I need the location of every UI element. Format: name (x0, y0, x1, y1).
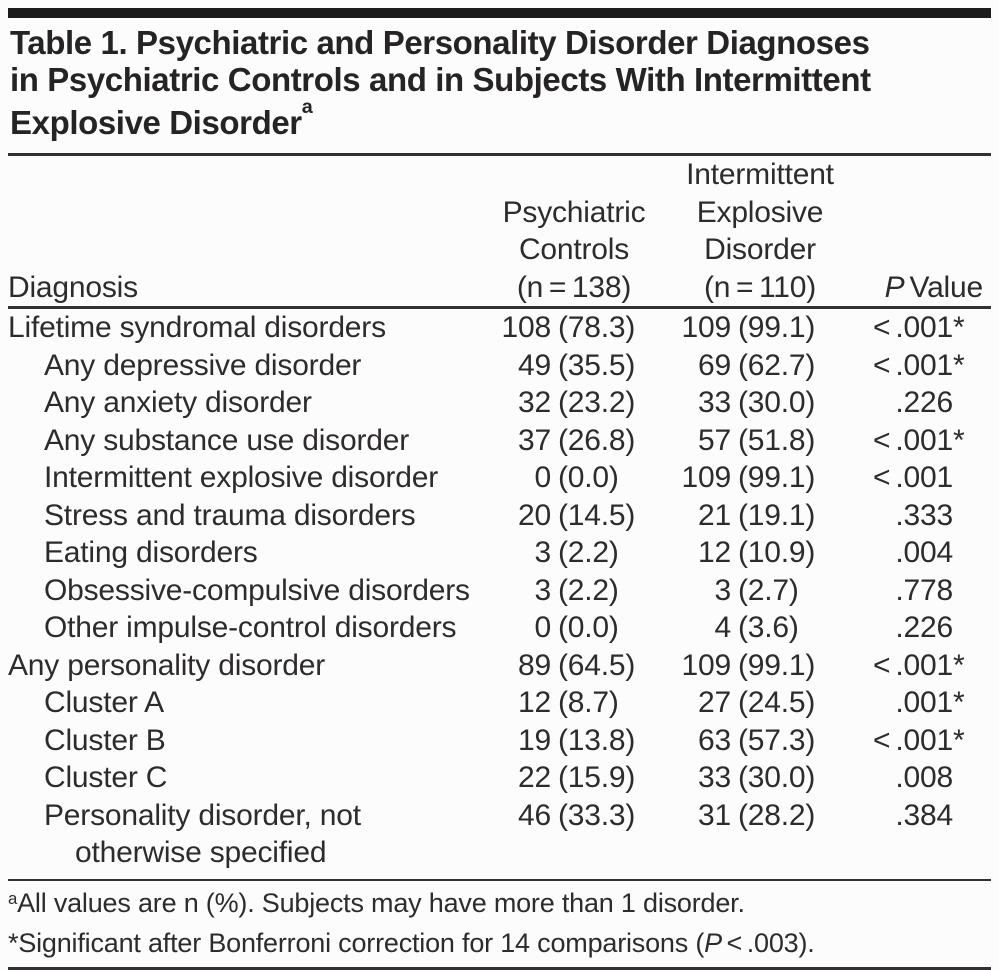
header-line: Intermittent (686, 158, 834, 191)
pvalue-cell (830, 497, 991, 535)
p-value: < .001 (872, 311, 953, 344)
pvalue-rest: Value (909, 270, 983, 304)
table-row (8, 572, 991, 610)
significance-star: * (953, 311, 965, 344)
table-row (8, 347, 991, 385)
row-label-text: Cluster C (44, 761, 168, 794)
row-label-text: Eating disorders (44, 536, 258, 569)
count-value: 49 (518, 348, 551, 382)
pvalue-p-italic: P (884, 270, 905, 304)
row-label (8, 497, 490, 535)
table-body (8, 309, 991, 872)
footnote-star-marker: * (8, 928, 19, 958)
p-value: < .001 (872, 423, 953, 457)
p-value: < .001 (872, 348, 953, 382)
controls-cell (490, 647, 648, 685)
table-footnotes (8, 885, 991, 961)
table-title-text: Table 1. Psychiatric and Personality Disorder Diagnoses in Psychiatric Controls and in Subjects With Intermittent Explosive Disorder (10, 24, 871, 141)
percent-value: (10.9) (738, 536, 816, 569)
count-value: 108 (501, 311, 551, 344)
percent-value: (33.3) (558, 798, 636, 832)
count-value: 31 (698, 798, 731, 832)
significance-star: * (953, 648, 965, 682)
percent-value: (2.7) (738, 573, 799, 607)
table-row (8, 609, 991, 647)
controls-cell (490, 609, 648, 647)
significance-star: * (953, 723, 965, 757)
count-value: 27 (698, 686, 731, 719)
table-row (8, 684, 991, 722)
controls-cell (490, 797, 648, 872)
footnote-rule (8, 879, 991, 882)
p-value: .004 (895, 536, 953, 569)
count-value: 0 (534, 611, 551, 644)
pvalue-cell (830, 609, 991, 647)
percent-value: (30.0) (738, 386, 816, 419)
controls-cell (490, 497, 648, 535)
count-value: 21 (698, 498, 731, 532)
percent-value: (2.2) (558, 536, 619, 569)
table-row (8, 534, 991, 572)
p-value: .008 (895, 761, 953, 794)
table-row (8, 422, 991, 460)
row-label (8, 459, 490, 497)
row-label (8, 422, 490, 460)
percent-value: (23.2) (558, 386, 636, 419)
percent-value: (14.5) (558, 498, 636, 532)
ied-cell (648, 384, 830, 422)
pvalue-cell (830, 797, 991, 872)
percent-value: (57.3) (738, 723, 816, 757)
col-header-psychiatric-controls (495, 194, 653, 307)
percent-value: (15.9) (558, 761, 636, 794)
footnote-p-italic: P (704, 928, 722, 958)
p-value: .384 (895, 798, 953, 832)
p-value: .226 (895, 386, 953, 419)
row-label-text: Intermittent explosive disorder (44, 461, 438, 494)
row-label-text: Any anxiety disorder (44, 386, 312, 419)
row-label-text: Cluster A (44, 686, 164, 719)
row-label (8, 384, 490, 422)
count-value: 0 (534, 461, 551, 494)
ied-cell (648, 609, 830, 647)
count-value: 19 (518, 723, 551, 757)
percent-value: (99.1) (738, 311, 816, 344)
significance-star (953, 384, 983, 422)
significance-star: * (953, 348, 965, 382)
ied-cell (648, 647, 830, 685)
significance-star: * (953, 686, 965, 719)
col-header-diagnosis: Diagnosis (8, 270, 138, 304)
percent-value: (99.1) (738, 648, 816, 682)
pvalue-cell (830, 759, 991, 797)
pvalue-cell (830, 572, 991, 610)
percent-value: (24.5) (738, 686, 816, 719)
header-line: Explosive (696, 195, 824, 229)
ied-cell (648, 347, 830, 385)
significance-star (953, 459, 983, 497)
controls-cell (490, 422, 648, 460)
row-label (8, 797, 490, 872)
percent-value: (2.2) (558, 573, 619, 607)
header-line: Controls (518, 233, 630, 266)
row-label (8, 309, 490, 347)
count-value: 33 (698, 386, 731, 419)
controls-cell (490, 459, 648, 497)
count-value: 3 (714, 573, 731, 607)
table-row (8, 497, 991, 535)
p-value: < .001 (872, 648, 953, 682)
p-value: < .001 (872, 723, 953, 757)
percent-value: (8.7) (558, 686, 619, 719)
percent-value: (3.6) (738, 611, 799, 644)
percent-value: (99.1) (738, 461, 816, 494)
count-value: 69 (698, 348, 731, 382)
footnote-star-text: Significant after Bonferroni correction for 14 comparisons ( (18, 928, 705, 958)
row-label-text: Any substance use disorder (44, 423, 410, 457)
footnote-a (8, 885, 991, 925)
significance-star (953, 497, 983, 535)
row-label-text: Any depressive disorder (44, 348, 362, 382)
row-label-text: Cluster B (44, 723, 166, 757)
footnote-significance (8, 925, 991, 961)
table-row (8, 759, 991, 797)
row-label (8, 684, 490, 722)
count-value: 37 (518, 423, 551, 457)
pvalue-cell (830, 647, 991, 685)
significance-star (953, 534, 983, 572)
ied-cell (648, 572, 830, 610)
count-value: 33 (698, 761, 731, 794)
col-header-pvalue (830, 269, 991, 307)
p-value: < .001 (872, 461, 953, 494)
count-value: 46 (518, 798, 551, 832)
percent-value: (78.3) (558, 311, 636, 344)
header-line: (n = 110) (703, 270, 817, 304)
row-label-line2: otherwise specified (75, 836, 327, 869)
pvalue-cell (830, 459, 991, 497)
controls-cell (490, 384, 648, 422)
percent-value: (19.1) (738, 498, 816, 532)
col-header-intermittent-explosive-disorder (669, 156, 851, 306)
ied-cell (648, 534, 830, 572)
percent-value: (30.0) (738, 761, 816, 794)
controls-cell (490, 572, 648, 610)
ied-cell (648, 684, 830, 722)
row-label (8, 534, 490, 572)
p-value: .333 (895, 498, 953, 532)
footnote-a-marker: a (8, 889, 18, 909)
pvalue-cell (830, 534, 991, 572)
controls-cell (490, 759, 648, 797)
pvalue-cell (830, 384, 991, 422)
significance-star: * (953, 423, 965, 457)
table-header (8, 156, 991, 306)
row-label-text: Personality disorder, not (44, 798, 361, 832)
row-label (8, 572, 490, 610)
row-label (8, 347, 490, 385)
count-value: 12 (518, 686, 551, 719)
significance-star (953, 572, 983, 610)
count-value: 32 (518, 386, 551, 419)
row-label (8, 647, 490, 685)
top-rule (8, 8, 991, 18)
table-row (8, 309, 991, 347)
header-line: Psychiatric (502, 195, 646, 229)
row-label (8, 759, 490, 797)
controls-cell (490, 347, 648, 385)
percent-value: (35.5) (558, 348, 636, 382)
significance-star (953, 609, 983, 647)
table-title (10, 24, 890, 141)
table-row (8, 647, 991, 685)
percent-value: (64.5) (558, 648, 636, 682)
row-label-text: Stress and trauma disorders (44, 498, 416, 532)
pvalue-cell (830, 684, 991, 722)
table-row (8, 459, 991, 497)
count-value: 3 (534, 573, 551, 607)
row-label-text: Lifetime syndromal disorders (8, 311, 386, 344)
significance-star (953, 759, 983, 797)
ied-cell (648, 459, 830, 497)
count-value: 109 (681, 648, 731, 682)
count-value: 4 (714, 611, 731, 644)
table-title-footnote-marker: a (301, 96, 313, 119)
count-value: 109 (681, 461, 731, 494)
percent-value: (28.2) (738, 798, 816, 832)
count-value: 63 (698, 723, 731, 757)
percent-value: (13.8) (558, 723, 636, 757)
percent-value: (26.8) (558, 423, 636, 457)
count-value: 109 (681, 311, 731, 344)
ied-cell (648, 797, 830, 872)
ied-cell (648, 422, 830, 460)
table-row (8, 722, 991, 760)
header-line: (n = 138) (516, 270, 632, 304)
controls-cell (490, 534, 648, 572)
significance-star (953, 797, 983, 872)
footnote-a-text: All values are n (%). Subjects may have more than 1 disorder. (17, 888, 745, 918)
p-value: .001 (895, 686, 953, 719)
row-label-text: Any personality disorder (8, 648, 326, 682)
percent-value: (51.8) (738, 423, 816, 457)
table-row (8, 384, 991, 422)
row-label (8, 609, 490, 647)
row-label (8, 722, 490, 760)
footnote-star-text-after: < .003). (721, 928, 815, 958)
pvalue-cell (830, 347, 991, 385)
controls-cell (490, 722, 648, 760)
row-label-text: Other impulse-control disorders (44, 611, 457, 644)
row-label-text: Obsessive-compulsive disorders (44, 573, 470, 607)
count-value: 57 (698, 423, 731, 457)
pvalue-cell (830, 722, 991, 760)
ied-cell (648, 759, 830, 797)
count-value: 3 (534, 536, 551, 569)
count-value: 12 (698, 536, 731, 569)
header-line: Disorder (704, 233, 816, 266)
ied-cell (648, 722, 830, 760)
ied-cell (648, 497, 830, 535)
percent-value: (0.0) (558, 611, 619, 644)
percent-value: (62.7) (738, 348, 816, 382)
count-value: 22 (518, 761, 551, 794)
count-value: 20 (518, 498, 551, 532)
pvalue-cell (830, 309, 991, 347)
controls-cell (490, 309, 648, 347)
controls-cell (490, 684, 648, 722)
p-value: .778 (895, 573, 953, 607)
ied-cell (648, 309, 830, 347)
pvalue-cell (830, 422, 991, 460)
percent-value: (0.0) (558, 461, 619, 494)
count-value: 89 (518, 648, 551, 682)
p-value: .226 (895, 611, 953, 644)
table-row (8, 797, 991, 872)
